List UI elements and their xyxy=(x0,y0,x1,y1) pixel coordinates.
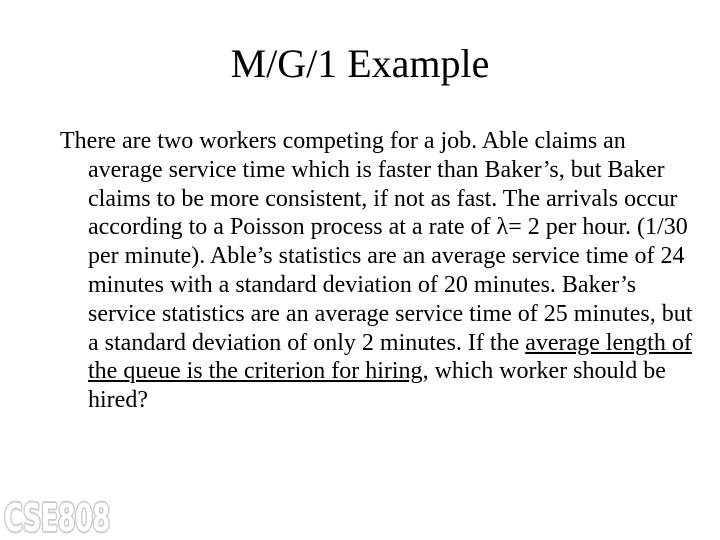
body-text-part-1: There are two workers competing for a job. Able claims an average service time which is faster than Baker’s, but Baker claims to be more consistent, if not as fast. The arrivals occur according to a Poisson process at a rate of xyxy=(60,128,678,241)
hiring-criterion-underlined: average length of the queue is the criterion for hiring xyxy=(88,329,692,385)
body-text-part-3: , which worker should be hired? xyxy=(88,358,666,414)
course-logo: CSE808 xyxy=(4,496,110,540)
slide-body-text xyxy=(60,127,698,415)
body-text-part-2: = 2 per hour. (1/30 per minute). Able’s statistics are an average service time of 24 minutes with a standard deviation of 20 minutes. Baker’s service statistics are an average service time of 25 minutes, but a standard deviation of only 2 minutes. If the xyxy=(88,214,693,356)
lambda-symbol: λ xyxy=(496,214,509,241)
slide-title: M/G/1 Example xyxy=(230,41,490,86)
